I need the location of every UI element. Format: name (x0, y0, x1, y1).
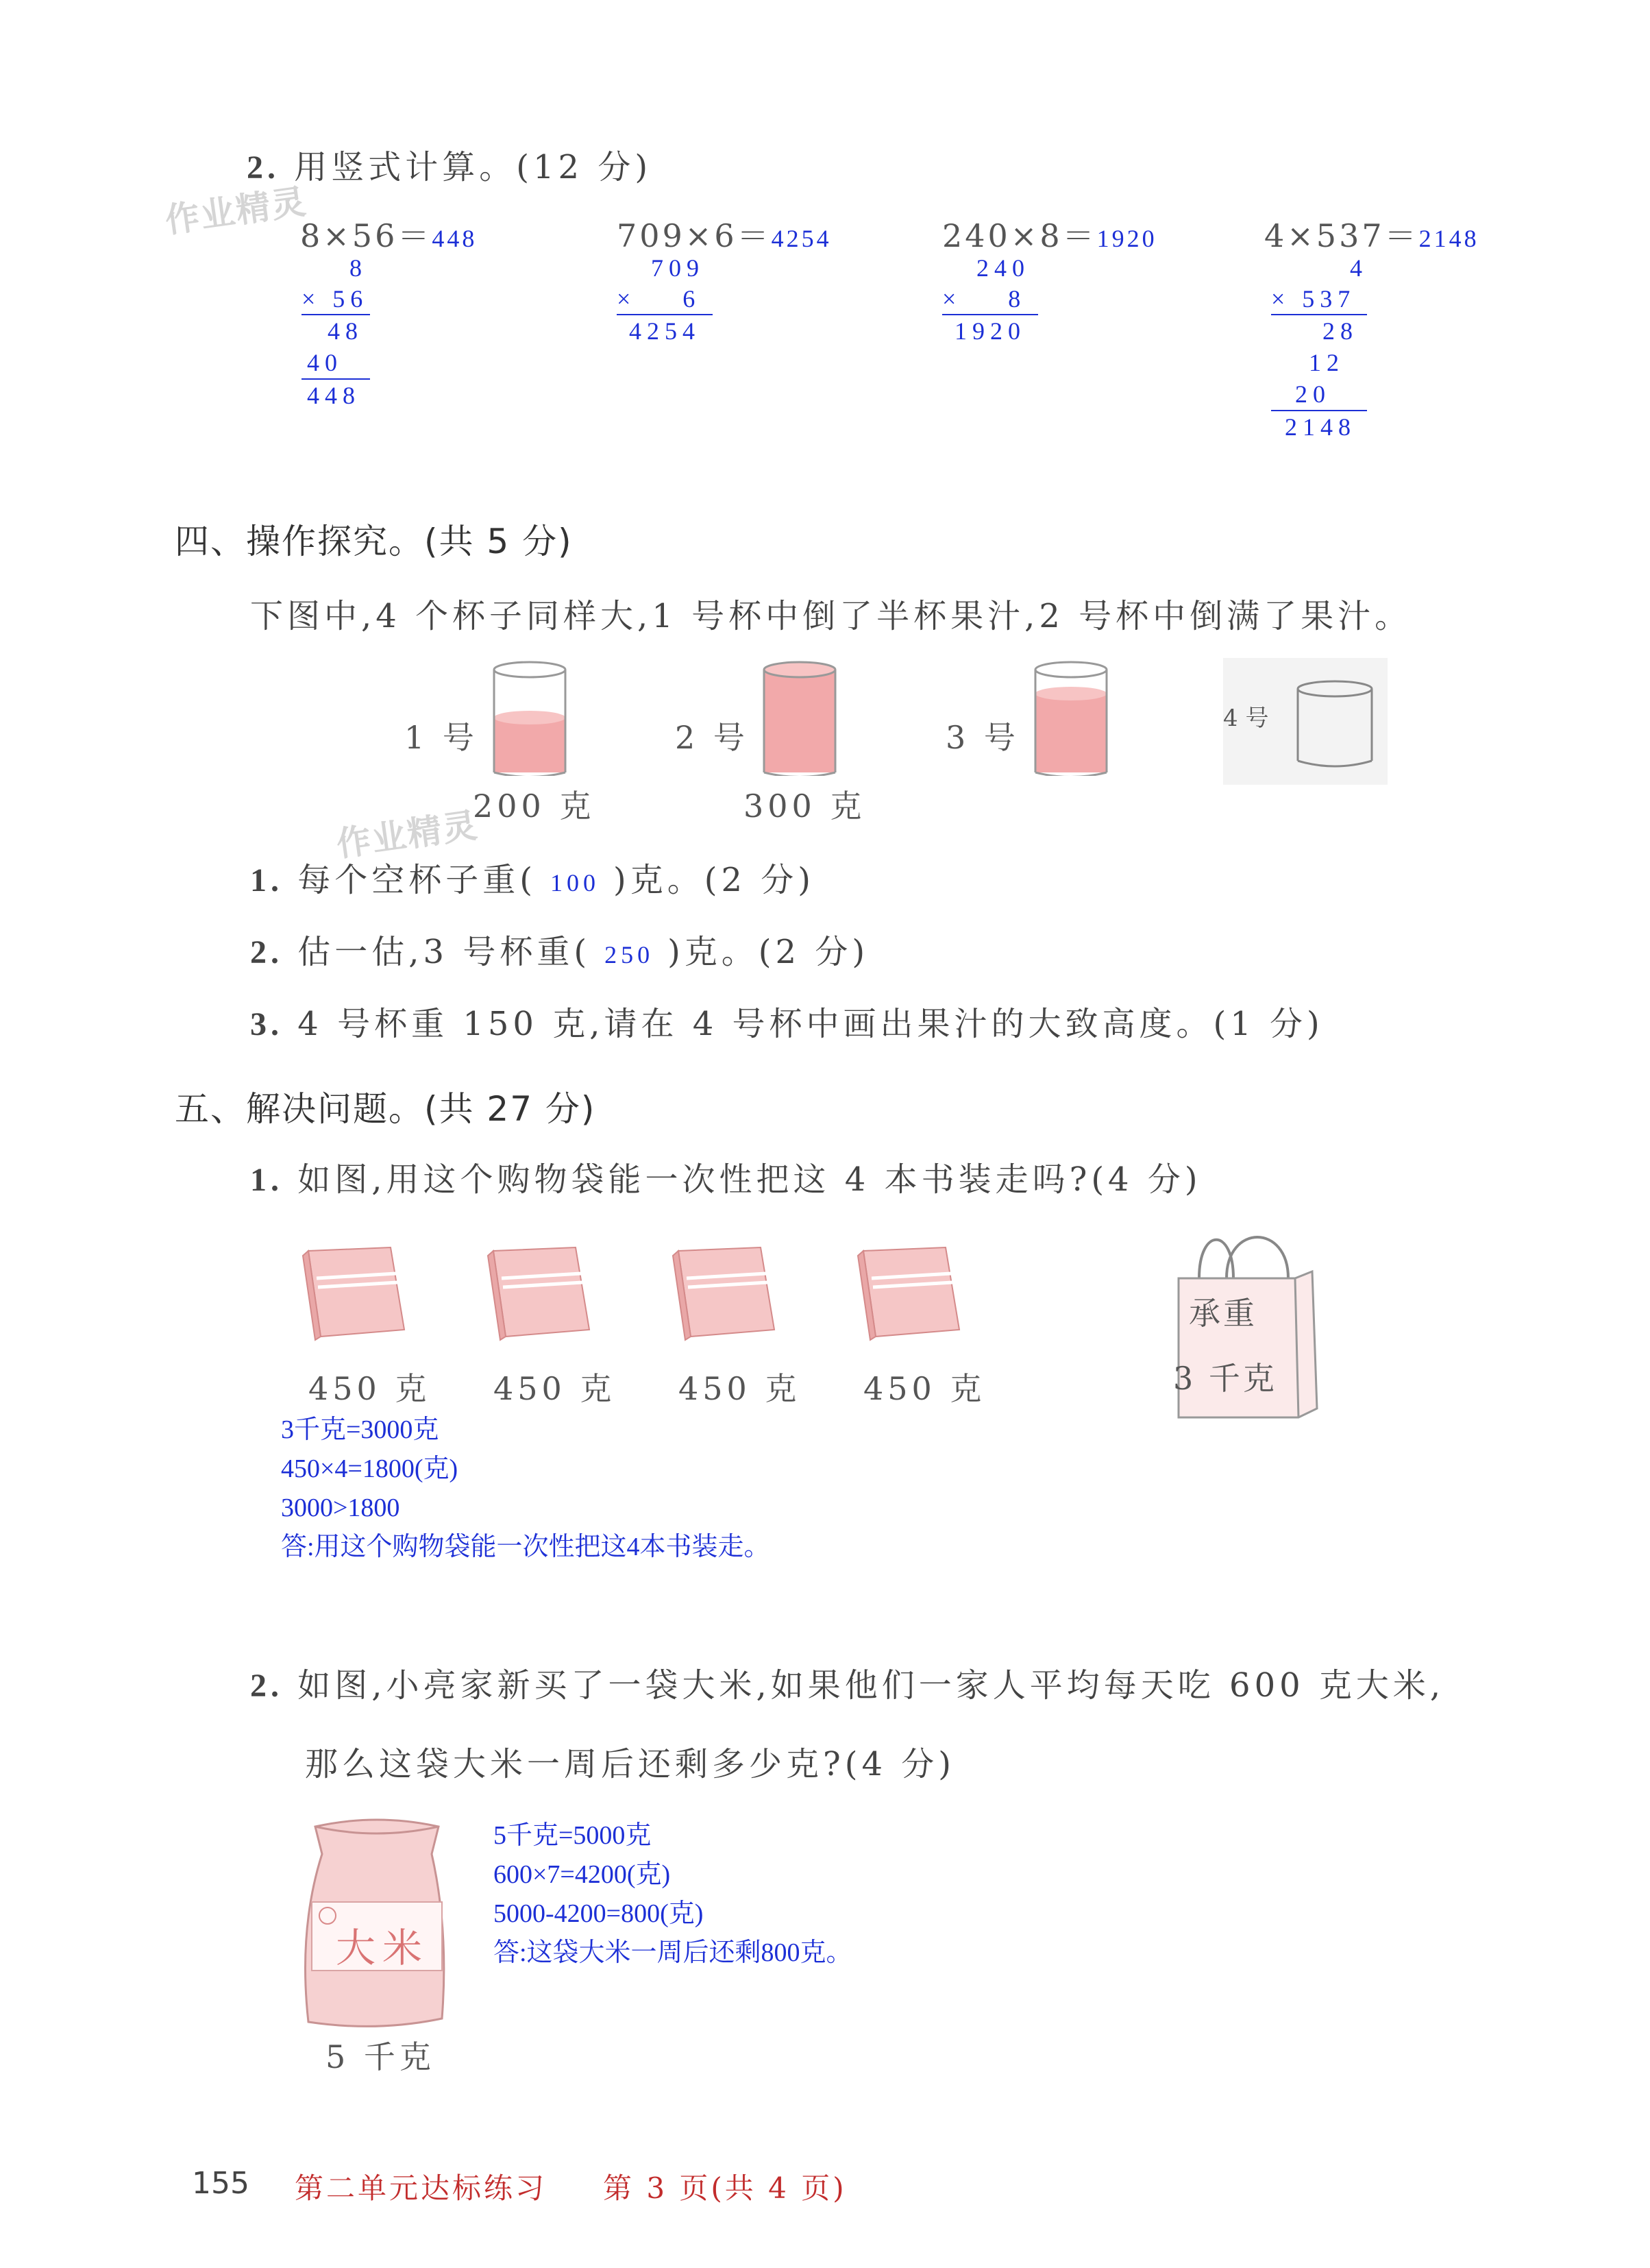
question-text: 如图,用这个购物袋能一次性把这 4 本书装走吗?(4 分) (297, 1160, 1202, 1199)
calc-expression: 8×56＝ (300, 217, 432, 254)
work-line: 40 (307, 349, 343, 376)
book-weight-3: 450 克 (678, 1370, 801, 1407)
answer-blank: 250 (604, 941, 654, 968)
section-4-heading: 四、操作探究。(共 5 分) (175, 522, 573, 561)
question-prompt: 用竖式计算。(12 分) (294, 148, 652, 186)
solution-answer: 答:这袋大米一周后还剩800克。 (493, 1938, 852, 1967)
solution-line: 5千克=5000克 (493, 1821, 652, 1850)
work-line: × 6 (617, 285, 701, 313)
work-line: × 8 (942, 285, 1026, 313)
shopping-bag (1165, 1213, 1329, 1419)
solution-line: 3000>1800 (281, 1493, 400, 1522)
work-line: 48 (328, 317, 363, 345)
calc-answer: 2148 (1418, 225, 1479, 252)
calc-answer: 448 (432, 225, 478, 252)
question-number: 2. (247, 149, 280, 186)
question-text: )克。(2 分) (667, 933, 870, 971)
work-rule (301, 378, 370, 380)
work-rule (301, 314, 370, 315)
cup-1 (492, 659, 567, 779)
cup-1-drawing (492, 659, 567, 776)
work-line: 448 (307, 382, 360, 409)
answer-blank: 100 (550, 869, 600, 897)
question-number: 2. (250, 934, 283, 971)
work-line: 8 (349, 254, 367, 282)
book-weight-2: 450 克 (493, 1370, 616, 1407)
book-icon (857, 1241, 966, 1343)
section-5-heading: 五、解决问题。(共 27 分) (175, 1089, 596, 1129)
work-line: × 56 (301, 285, 369, 313)
rice-bag (295, 1813, 459, 2032)
book-weight-4: 450 克 (863, 1370, 986, 1407)
work-rule (942, 314, 1038, 315)
book-icon (487, 1241, 596, 1343)
book-1 (301, 1241, 411, 1346)
question-number: 1. (250, 862, 283, 899)
cup-label-3: 3 号 (946, 719, 1020, 756)
question-text: 每个空杯子重( (297, 861, 537, 899)
work-rule (1271, 314, 1367, 315)
cup-weight-2: 300 克 (743, 788, 866, 825)
section-4-intro: 下图中,4 个杯子同样大,1 号杯中倒了半杯果汁,2 号杯中倒满了果汁。 (250, 597, 1412, 635)
question-number: 3. (250, 1006, 283, 1042)
question-text: 估一估,3 号杯重( (297, 933, 591, 971)
cup-4-drawing (1295, 679, 1377, 775)
work-rule (1271, 410, 1367, 411)
question-text: 如图,小亮家新买了一袋大米,如果他们一家人平均每天吃 600 克大米, (297, 1666, 1445, 1705)
q1-solution (281, 1411, 770, 1567)
bag-capacity-value: 3 千克 (1173, 1360, 1277, 1397)
question-number: 1. (250, 1162, 283, 1198)
section-4-q2 (250, 925, 869, 973)
watermark-2: 作业精灵 (334, 805, 481, 865)
watermark: 作业精灵 (162, 181, 310, 241)
book-4 (857, 1241, 966, 1346)
work-line: 4254 (629, 317, 700, 345)
section-4-q1 (250, 853, 815, 901)
book-weight-1: 450 克 (308, 1370, 431, 1407)
solution-line: 5000-4200=800(克) (493, 1899, 704, 1928)
q2-solution (493, 1816, 852, 1973)
calc-answer: 4254 (771, 225, 832, 252)
section-4-q3 (250, 997, 1324, 1045)
cup-weight-1: 200 克 (473, 788, 595, 825)
work-line: 240 (976, 254, 1030, 282)
solution-line: 3千克=3000克 (281, 1415, 439, 1444)
rice-weight: 5 千克 (325, 2038, 435, 2075)
cup-2 (762, 659, 837, 779)
work-rule (617, 314, 713, 315)
cup-label-4: 4 号 (1223, 705, 1269, 732)
rice-bag-label: 大米 (336, 1925, 430, 1971)
cup-4-panel (1223, 658, 1388, 785)
work-line: 28 (1322, 317, 1358, 345)
calc-answer: 1920 (1096, 225, 1157, 252)
work-line: 12 (1309, 349, 1344, 376)
work-line: 20 (1295, 380, 1331, 408)
cup-3-drawing (1033, 659, 1109, 776)
book-3 (672, 1241, 781, 1346)
question-text: )克。(2 分) (613, 861, 815, 899)
footer-page-info: 第 3 页(共 4 页) (603, 2171, 847, 2205)
question-text: 4 号杯重 150 克,请在 4 号杯中画出果汁的大致高度。(1 分) (297, 1005, 1324, 1043)
work-line: 709 (651, 254, 704, 282)
calc-problem-3 (942, 211, 1157, 256)
bag-capacity-label: 承重 (1189, 1295, 1257, 1332)
work-line: 2148 (1285, 413, 1356, 441)
calc-problem-4 (1264, 211, 1479, 256)
solution-answer: 答:用这个购物袋能一次性把这4本书装走。 (281, 1533, 770, 1561)
cup-2-drawing (762, 659, 837, 776)
book-icon (301, 1241, 411, 1343)
section-5-q1 (250, 1153, 1202, 1200)
question-number: 2. (250, 1668, 283, 1704)
solution-line: 600×7=4200(克) (493, 1860, 671, 1889)
calc-expression: 240×8＝ (942, 217, 1097, 254)
calc-problem-2 (617, 211, 832, 256)
calc-problem-1 (300, 211, 477, 256)
cup-label-2: 2 号 (675, 719, 749, 756)
cup-label-1: 1 号 (404, 719, 478, 756)
solution-line: 450×4=1800(克) (281, 1454, 458, 1483)
calc-expression: 709×6＝ (617, 217, 772, 254)
page-number: 155 (192, 2166, 249, 2201)
cup-3 (1033, 659, 1109, 779)
work-line: 1920 (955, 317, 1026, 345)
work-line: 4 (1350, 254, 1368, 282)
work-line: × 537 (1271, 285, 1356, 313)
calc-expression: 4×537＝ (1264, 217, 1419, 254)
book-2 (487, 1241, 596, 1346)
footer-title: 第二单元达标练习 (295, 2171, 547, 2205)
section-5-q2 (250, 1659, 1444, 1706)
section-5-q2-line2: 那么这袋大米一周后还剩多少克?(4 分) (305, 1745, 955, 1783)
question-3-2 (247, 141, 652, 188)
book-icon (672, 1241, 781, 1343)
